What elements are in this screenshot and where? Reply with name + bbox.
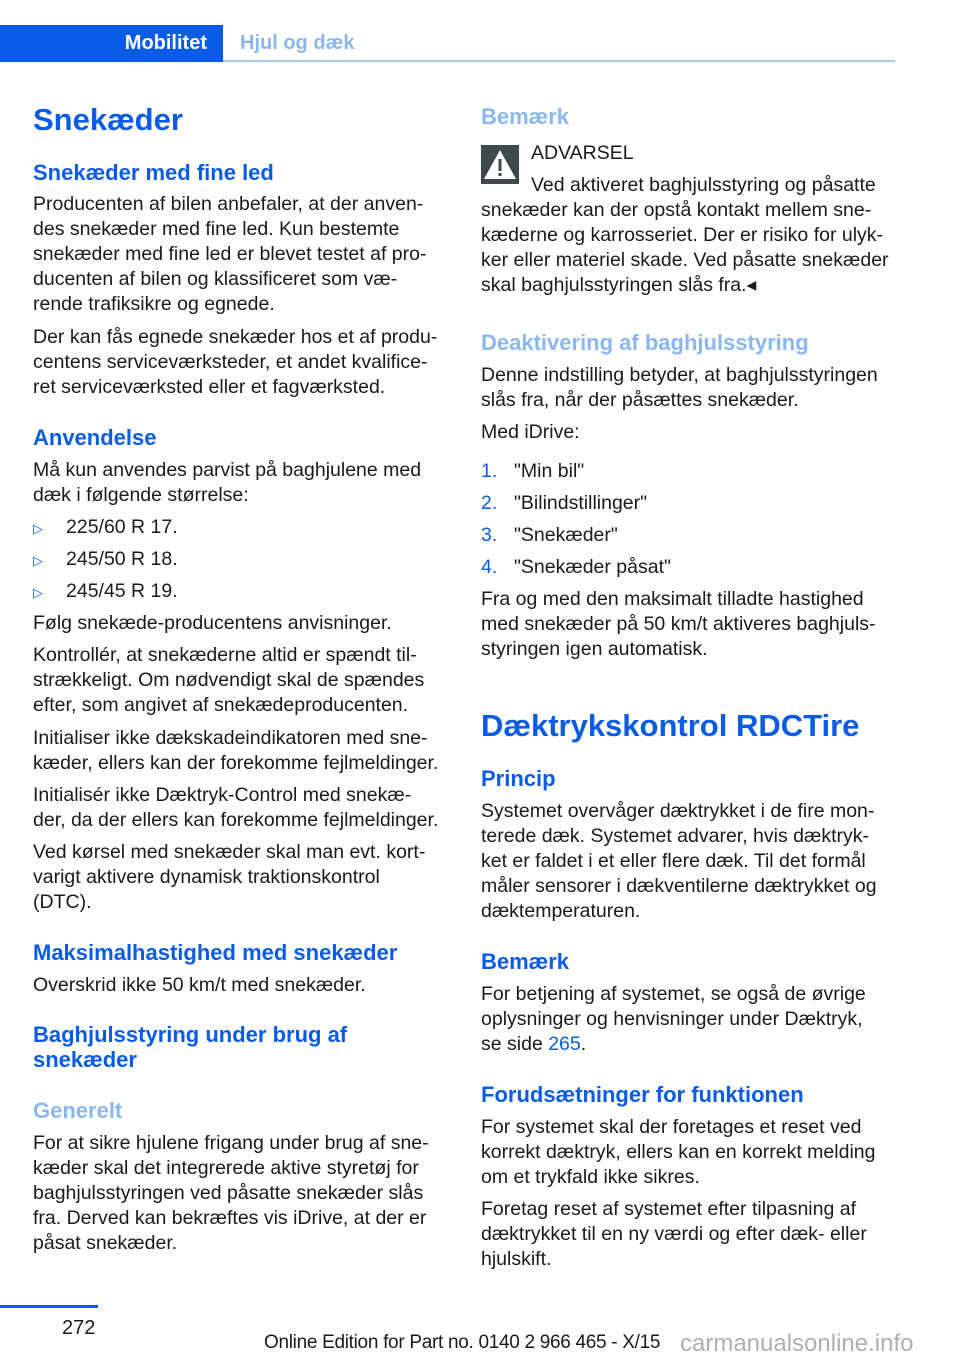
footer-accent-line <box>0 1305 98 1308</box>
heading-fine-led: Snekæder med fine led <box>33 160 274 185</box>
heading-deaktivering: Deaktivering af baghjulsstyring <box>481 330 809 355</box>
header-tab-label: Mobilitet <box>124 32 207 54</box>
warning-label: ADVARSEL <box>531 142 634 164</box>
triangle-bullet-icon: ▷ <box>33 521 43 536</box>
header-section-hjul-og-daek[interactable]: Hjul og dæk <box>240 32 355 54</box>
paragraph: Foretag reset af systemet efter tilpasning af dæktrykket til en ny værdi og efter dæk- eller hjulskift. <box>481 1198 867 1270</box>
paragraph: Producenten af bilen anbefaler, at der anven- des snekæder med fine led. Kun bestemte snekæder med fine led er blevet testet af pro- ducenten af bilen og klassificeret som væ- rende trafiksikre og egnede. <box>33 193 427 315</box>
heading-bemaerk-2: Bemærk <box>481 949 570 974</box>
page-link[interactable]: 265 <box>548 1033 581 1055</box>
paragraph: Initialiser ikke dækskadeindikatoren med sne- kæder, ellers kan der forekomme fejlmeldinger. <box>33 727 439 774</box>
triangle-bullet-icon: ▷ <box>33 553 43 568</box>
page-number: 272 <box>62 1317 96 1339</box>
heading-generelt: Generelt <box>33 1098 123 1123</box>
heading-forudsaetninger: Forudsætninger for funktionen <box>481 1082 804 1107</box>
paragraph: Kontrollér, at snekæderne altid er spændt til- strækkeligt. Om nødvendigt skal de spændes efter, som angivet af snekædeproducenten. <box>33 644 425 716</box>
paragraph: For betjening af systemet, se også de øvrige oplysninger og henvisninger under Dæktryk, se side 265. <box>481 983 866 1055</box>
heading-bemaerk: Bemærk <box>481 104 570 129</box>
paragraph: Overskrid ikke 50 km/t med snekæder. <box>33 974 366 996</box>
page-title: Snekæder <box>33 102 183 137</box>
heading-anvendelse: Anvendelse <box>33 425 157 450</box>
section-title-rdctire: Dæktrykskontrol RDCTire <box>481 708 860 743</box>
footer-edition: Online Edition for Part no. 0140 2 966 465 - X/15 <box>264 1332 661 1353</box>
header-divider <box>223 60 895 62</box>
warning-text: Ved aktiveret baghjulsstyring og påsatte snekæder kan der opstå kontakt mellem sne- kæderne og karrosseriet. Der er risiko for ulyk- ker eller materiel skade. Ved påsatte snekæder skal baghjulsstyringen slås fra.◂ <box>481 174 889 296</box>
paragraph: Må kun anvendes parvist på baghjulene med dæk i følgende størrelse: <box>33 459 422 506</box>
header-tab-mobilitet[interactable] <box>0 25 223 62</box>
triangle-bullet-icon: ▷ <box>33 585 43 600</box>
paragraph: Med iDrive: <box>481 421 580 443</box>
paragraph: Systemet overvåger dæktrykket i de fire mon- terede dæk. Systemet advarer, hvis dæktryk- ket er faldet i et eller flere dæk. Til det formål måler sensorer i dækventilerne dæktrykket og dæktemperaturen. <box>481 800 877 922</box>
paragraph: Der kan fås egnede snekæder hos et af produ- centens serviceværksteder, et andet kvalifice- ret serviceværksted eller et fagværksted. <box>33 326 438 398</box>
heading-maksimalhastighed: Maksimalhastighed med snekæder <box>33 940 398 965</box>
paragraph: For systemet skal der foretages et reset ved korrekt dæktryk, ellers kan en korrekt melding om et trykfald ikke sikres. <box>481 1116 876 1188</box>
paragraph: Initialisér ikke Dæktryk-Control med snekæ- der, da der ellers kan forekomme fejlmeldinger. <box>33 784 439 831</box>
heading-baghjulsstyring: Baghjulsstyring under brug af snekæder <box>33 1022 348 1072</box>
paragraph: Denne indstilling betyder, at baghjulsstyringen slås fra, når der påsættes snekæder. <box>481 364 878 411</box>
paragraph: For at sikre hjulene frigang under brug af sne- kæder skal det integrerede aktive styretøj for baghjulsstyringen ved påsatte snekæder slås fra. Derved kan bekræftes vis iDrive, at der er påsat snekæder. <box>33 1132 429 1254</box>
heading-princip: Princip <box>481 766 556 791</box>
paragraph: Ved kørsel med snekæder skal man evt. kort- varigt aktivere dynamisk traktionskontrol (DTC). <box>33 841 426 913</box>
watermark: carmanualsonline.info <box>680 1330 914 1357</box>
paragraph: Følg snekæde-producentens anvisninger. <box>33 612 392 634</box>
paragraph: Fra og med den maksimalt tilladte hastighed med snekæder på 50 km/t aktiveres baghjuls- styringen igen automatisk. <box>481 588 876 660</box>
